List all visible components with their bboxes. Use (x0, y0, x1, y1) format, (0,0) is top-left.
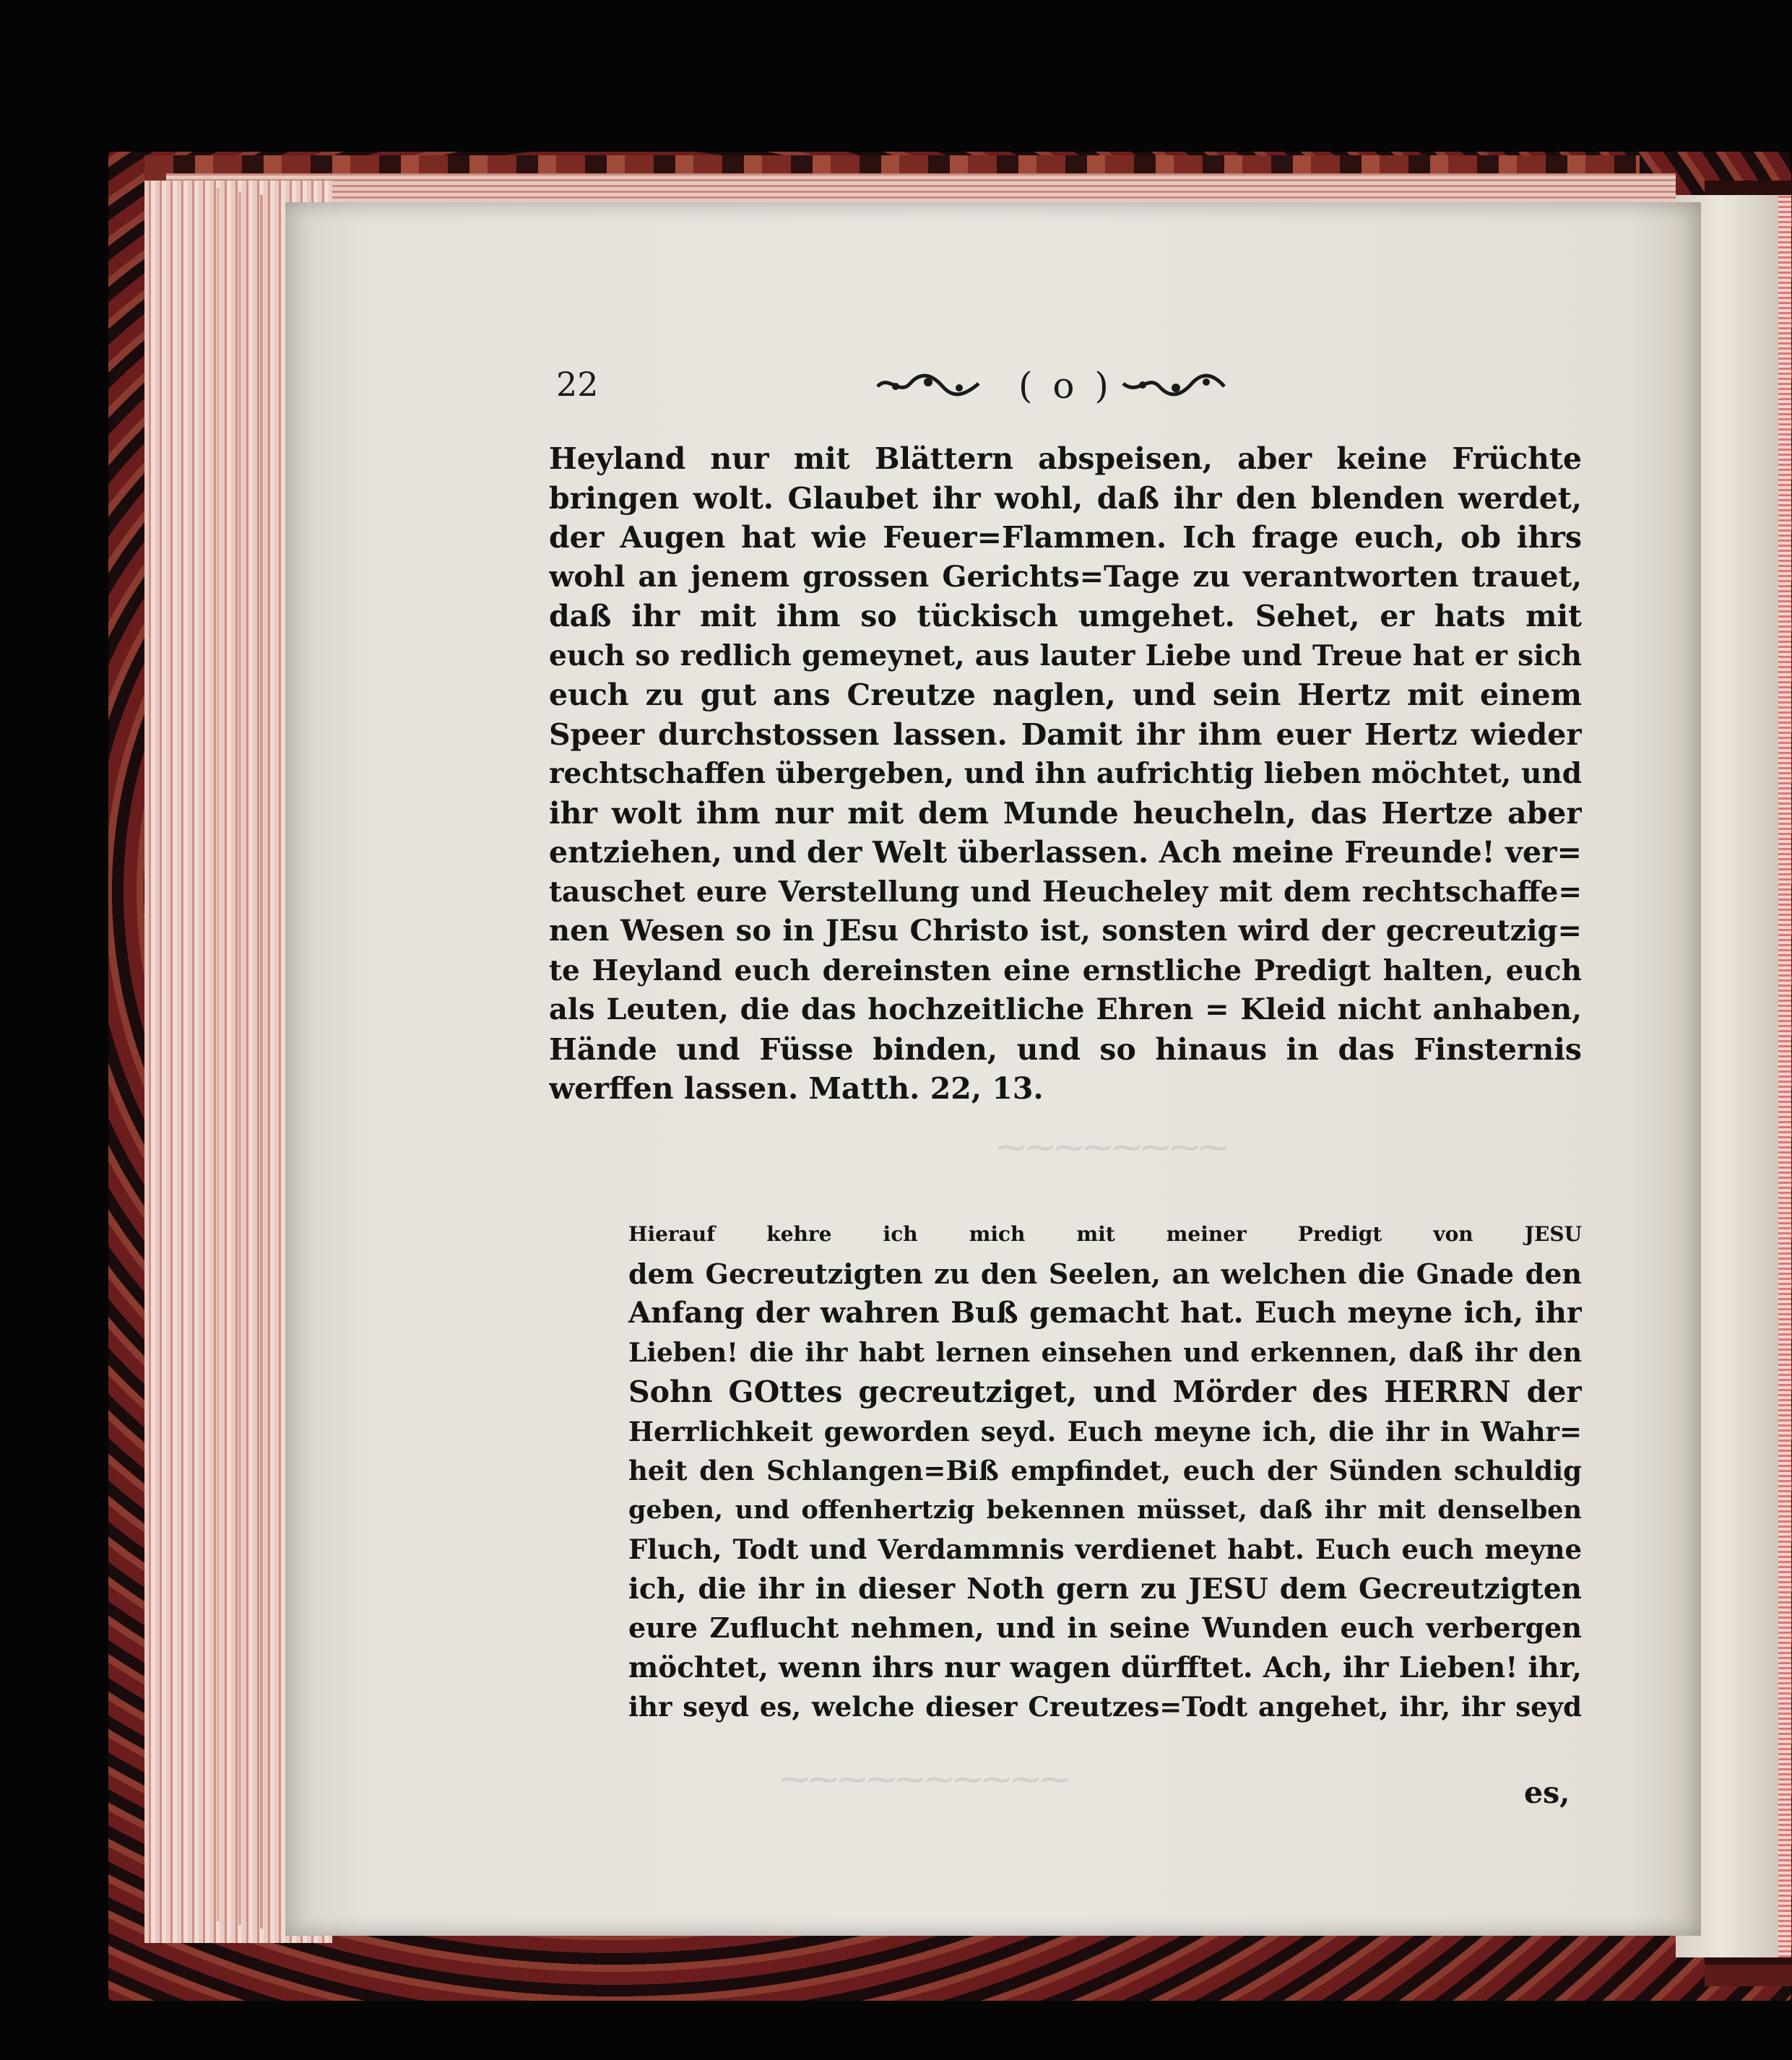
page-header (556, 365, 1582, 415)
text-line: euch zu gut ans Creutze naglen, und sein Hertz mit einem (549, 678, 1582, 712)
text-line: Sohn GOttes gecreutziget, und Mörder des HERRN der (628, 1375, 1582, 1409)
text-line: daß ihr mit ihm so tückisch umgehet. Sehet, er hats mit (549, 599, 1582, 633)
paragraph-2 (549, 1215, 1582, 1727)
text-line: möchtet, wenn ihrs nur wagen dürfftet. Ach, ihr Lieben! ihr, (628, 1650, 1582, 1684)
text-line: Speer durchstossen lassen. Damit ihr ihm euer Hertz wieder (549, 717, 1582, 752)
text-line: dem Gecreutzigten zu den Seelen, an welchen die Gnade den (628, 1257, 1582, 1290)
vignette-ornament-icon (874, 371, 982, 399)
text-line: te Heyland euch dereinsten eine ernstliche Predigt halten, euch (549, 953, 1582, 987)
text-line: Heyland nur mit Blättern abspeisen, aber keine Früchte (549, 441, 1582, 476)
text-line: heit den Schlangen=Biß empfindet, euch der Sünden schuldig (628, 1455, 1582, 1486)
text-line: rechtschaffen übergeben, und ihn aufrichtig lieben möchtet, und (549, 757, 1582, 790)
page-edge-line (260, 195, 263, 1929)
text-line: Lieben! die ihr habt lernen einsehen und erkennen, daß ihr den (628, 1337, 1582, 1368)
text-line: ihr seyd es, welche dieser Creutzes=Todt angehet, ihr, ihr seyd (628, 1691, 1582, 1723)
show-through-text: ⁓⁓⁓⁓⁓⁓⁓⁓⁓⁓ (780, 1762, 1069, 1796)
catchword: es, (1524, 1775, 1570, 1810)
vignette-ornament-icon (1120, 371, 1228, 399)
text-line: werffen lassen. Matth. 22, 13. (549, 1071, 1044, 1106)
next-leaf-edge (1778, 195, 1791, 1957)
text-line: der Augen hat wie Feuer=Flammen. Ich frage euch, ob ihrs (549, 520, 1582, 555)
text-line: nen Wesen so in JEsu Christo ist, sonsten wird der gecreutzig= (549, 914, 1582, 948)
text-line: wohl an jenem grossen Gerichts=Tage zu verantworten trauet, (549, 559, 1582, 594)
page-number: 22 (556, 365, 599, 404)
text-line: eure Zuflucht nehmen, und in seine Wunden euch verbergen (628, 1611, 1582, 1644)
text-line: ich, die ihr in dieser Noth gern zu JESU dem Gecreutzigten (628, 1572, 1582, 1606)
text-line: tauschet eure Verstellung und Heucheley mit dem rechtschaffe= (549, 875, 1582, 909)
signature-mark: ( o ) (1018, 365, 1113, 407)
page-edge-line (238, 191, 241, 1925)
text-line: ihr wolt ihm nur mit dem Munde heucheln, das Hertze aber (549, 795, 1582, 831)
paragraph-1 (549, 439, 1582, 1109)
text-line: Herrlichkeit geworden seyd. Euch meyne ich, die ihr in Wahr= (628, 1415, 1582, 1447)
text-line: bringen wolt. Glaubet ihr wohl, daß ihr den blenden werdet, (549, 480, 1582, 516)
text-line: geben, und offenhertzig bekennen müsset, daß ihr mit denselben (628, 1494, 1582, 1525)
text-line: euch so redlich gemeynet, aus lauter Liebe und Treue hat er sich (549, 639, 1582, 672)
text-line: Fluch, Todt und Verdammnis verdienet habt. Euch euch meyne (628, 1533, 1582, 1565)
page-edge-line (217, 188, 220, 1921)
page-block-top-edge (166, 173, 1676, 202)
text-line: entziehen, und der Welt überlassen. Ach meine Freunde! ver= (549, 835, 1582, 870)
text-line: als Leuten, die das hochzeitliche Ehren = Kleid nicht anhaben, (549, 992, 1582, 1026)
text-line: Hände und Füsse binden, und so hinaus in das Finsternis (549, 1031, 1582, 1067)
text-line: Anfang der wahren Buß gemacht hat. Euch meyne ich, ihr (628, 1296, 1582, 1330)
text-line: Hierauf kehre ich mich mit meiner Predigt von JESU (628, 1222, 1582, 1246)
show-through-text: ⁓⁓⁓⁓⁓⁓⁓⁓ (997, 1130, 1228, 1164)
